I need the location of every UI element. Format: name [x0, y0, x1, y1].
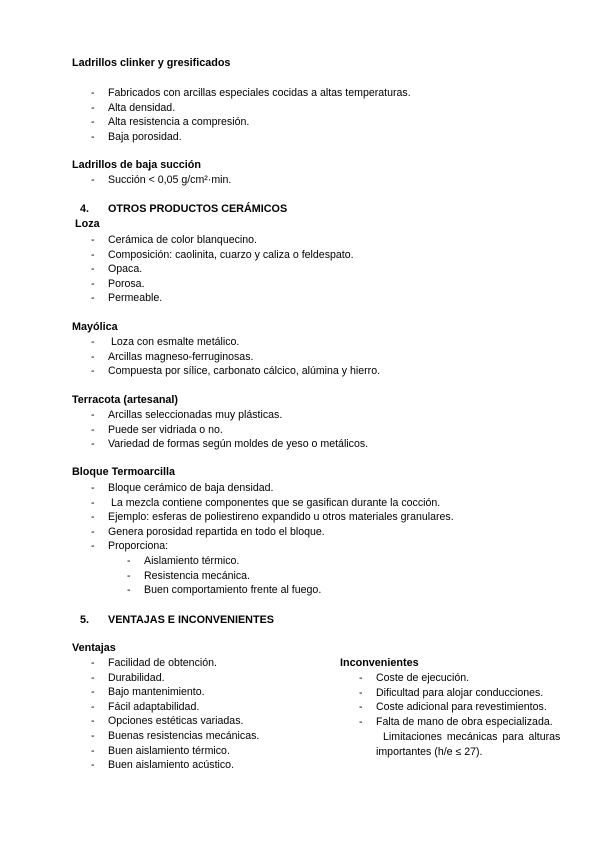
- list-item: [91, 335, 380, 350]
- list-item-text: Opaca.: [108, 263, 143, 276]
- list-item-text: Arcillas magneso-ferruginosas.: [108, 350, 254, 363]
- loza-heading: Loza: [75, 218, 100, 230]
- dash-bullet: -: [91, 686, 95, 699]
- dash-bullet: -: [359, 701, 363, 714]
- list-item-text: Proporciona:: [108, 540, 169, 553]
- loza-list: [91, 233, 354, 306]
- dash-bullet: -: [91, 116, 95, 129]
- list-item: [91, 262, 354, 277]
- section-number: 4.: [80, 203, 90, 215]
- dash-bullet: -: [91, 715, 95, 728]
- dash-bullet: -: [91, 409, 95, 421]
- list-item: [91, 408, 368, 423]
- dash-bullet: -: [359, 672, 363, 684]
- list-item-text: Coste adicional para revestimientos.: [376, 701, 547, 714]
- list-item: [91, 671, 259, 686]
- list-item-text: Porosa.: [108, 277, 145, 290]
- list-item-text: Coste de ejecución.: [376, 672, 470, 684]
- dash-bullet: -: [91, 525, 95, 538]
- dash-bullet: -: [91, 700, 95, 713]
- list-item-text: Succión < 0,05 g/cm²·min.: [108, 174, 232, 186]
- section-5-heading: [80, 614, 274, 626]
- list-item: [91, 714, 259, 729]
- list-item-text: Alta densidad.: [108, 101, 176, 114]
- list-item-text: Arcillas seleccionadas muy plásticas.: [108, 409, 283, 421]
- dash-bullet: -: [91, 540, 95, 553]
- dash-bullet: -: [91, 248, 95, 261]
- inconvenientes-list: [359, 671, 553, 729]
- dash-bullet: -: [91, 671, 95, 684]
- list-item-text: Composición: caolinita, cuarzo y caliza o feldespato.: [108, 248, 354, 261]
- list-item: [91, 729, 259, 744]
- dash-bullet: -: [91, 263, 95, 276]
- list-item-text: Buen aislamiento térmico.: [108, 744, 230, 757]
- dash-bullet: -: [91, 759, 95, 772]
- section-title: OTROS PRODUCTOS CERÁMICOS: [108, 203, 288, 215]
- list-item: [91, 539, 454, 554]
- list-item: [91, 277, 354, 292]
- terracota-heading: Terracota (artesanal): [72, 394, 179, 406]
- inconvenientes-heading: Inconvenientes: [340, 657, 419, 669]
- list-item-text: Buen comportamiento frente al fuego.: [144, 584, 322, 597]
- list-item-text: Permeable.: [108, 292, 163, 305]
- list-item-text: Cerámica de color blanquecino.: [108, 234, 257, 246]
- section-title: VENTAJAS E INCONVENIENTES: [108, 614, 274, 626]
- list-item: [91, 173, 231, 188]
- list-item-text: Aislamiento térmico.: [144, 555, 240, 567]
- inconvenientes-continuation-2: importantes (h/e ≤ 27).: [376, 746, 483, 758]
- mayolica-list: [91, 335, 380, 379]
- list-item-text: Variedad de formas según moldes de yeso o metálicos.: [108, 438, 369, 451]
- list-item: [91, 248, 354, 263]
- list-item: [91, 101, 411, 116]
- list-item-text: Buenas resistencias mecánicas.: [108, 729, 260, 742]
- list-item-text: Fácil adaptabilidad.: [108, 700, 200, 713]
- dash-bullet: -: [359, 686, 363, 699]
- dash-bullet: -: [91, 336, 95, 348]
- list-item-text: Buen aislamiento acústico.: [108, 759, 235, 772]
- list-item-text: Baja porosidad.: [108, 130, 182, 143]
- baja-succion-list: [91, 173, 231, 188]
- list-item-text: Alta resistencia a compresión.: [108, 116, 250, 129]
- section-4-heading: [80, 203, 287, 215]
- list-item: [91, 350, 380, 365]
- list-item: [91, 758, 259, 773]
- dash-bullet: -: [359, 715, 363, 728]
- list-item-text: Compuesta por sílice, carbonato cálcico, alúmina y hierro.: [108, 365, 381, 378]
- list-item: [91, 685, 259, 700]
- list-item: [91, 656, 259, 671]
- dash-bullet: -: [91, 423, 95, 436]
- list-item: [91, 86, 411, 101]
- dash-bullet: -: [91, 87, 95, 99]
- dash-bullet: -: [91, 277, 95, 290]
- list-item-text: Bloque cerámico de baja densidad.: [108, 482, 274, 494]
- list-item: [91, 744, 259, 759]
- section-number: 5.: [80, 614, 90, 626]
- dash-bullet: -: [91, 482, 95, 494]
- list-item: [91, 130, 411, 145]
- dash-bullet: -: [91, 657, 95, 669]
- dash-bullet: -: [127, 569, 131, 582]
- dash-bullet: -: [91, 365, 95, 378]
- list-item-text: Facilidad de obtención.: [108, 657, 217, 669]
- termoarcilla-sublist: [127, 554, 321, 598]
- dash-bullet: -: [91, 292, 95, 305]
- list-item: [91, 291, 354, 306]
- termoarcilla-list: [91, 481, 454, 554]
- dash-bullet: -: [91, 744, 95, 757]
- inconvenientes-continuation-1: Limitaciones mecánicas para alturas: [383, 731, 561, 743]
- list-item: [359, 686, 553, 701]
- baja-succion-heading: Ladrillos de baja succión: [72, 159, 201, 171]
- mayolica-heading: Mayólica: [72, 321, 118, 333]
- list-item: [91, 700, 259, 715]
- list-item-text: Opciones estéticas variadas.: [108, 715, 244, 728]
- dash-bullet: -: [91, 350, 95, 363]
- list-item: [359, 700, 553, 715]
- ventajas-heading: Ventajas: [72, 642, 116, 654]
- list-item-text: Puede ser vidriada o no.: [108, 423, 223, 436]
- dash-bullet: -: [91, 511, 95, 524]
- list-item: [91, 115, 411, 130]
- list-item: [91, 423, 368, 438]
- dash-bullet: -: [91, 729, 95, 742]
- dash-bullet: -: [91, 130, 95, 143]
- terracota-list: [91, 408, 368, 452]
- clinker-heading: Ladrillos clinker y gresificados: [72, 57, 231, 69]
- list-item: [127, 583, 321, 598]
- list-item: [91, 525, 454, 540]
- list-item-text: La mezcla contiene componentes que se gasifican durante la cocción.: [111, 496, 441, 509]
- list-item: [91, 364, 380, 379]
- dash-bullet: -: [127, 584, 131, 597]
- list-item-text: Loza con esmalte metálico.: [111, 336, 240, 348]
- list-item-text: Bajo mantenimiento.: [108, 686, 205, 699]
- list-item: [359, 671, 553, 686]
- list-item-text: Genera porosidad repartida en todo el bloque.: [108, 525, 325, 538]
- dash-bullet: -: [91, 174, 95, 186]
- list-item: [91, 510, 454, 525]
- clinker-list: [91, 86, 411, 144]
- list-item: [127, 554, 321, 569]
- list-item: [127, 569, 321, 584]
- list-item: [91, 233, 354, 248]
- list-item: [91, 496, 454, 511]
- dash-bullet: -: [91, 496, 95, 509]
- termoarcilla-heading: Bloque Termoarcilla: [72, 466, 175, 478]
- list-item-text: Falta de mano de obra especializada.: [376, 715, 553, 728]
- dash-bullet: -: [91, 438, 95, 451]
- dash-bullet: -: [127, 555, 131, 567]
- list-item-text: Ejemplo: esferas de poliestireno expandido u otros materiales granulares.: [108, 511, 454, 524]
- list-item: [91, 437, 368, 452]
- list-item-text: Fabricados con arcillas especiales cocidas a altas temperaturas.: [108, 87, 411, 99]
- list-item: [91, 481, 454, 496]
- list-item-text: Resistencia mecánica.: [144, 569, 250, 582]
- list-item: [359, 715, 553, 730]
- dash-bullet: -: [91, 101, 95, 114]
- list-item-text: Durabilidad.: [108, 671, 165, 684]
- ventajas-list: [91, 656, 259, 773]
- dash-bullet: -: [91, 234, 95, 246]
- list-item-text: Dificultad para alojar conducciones.: [376, 686, 544, 699]
